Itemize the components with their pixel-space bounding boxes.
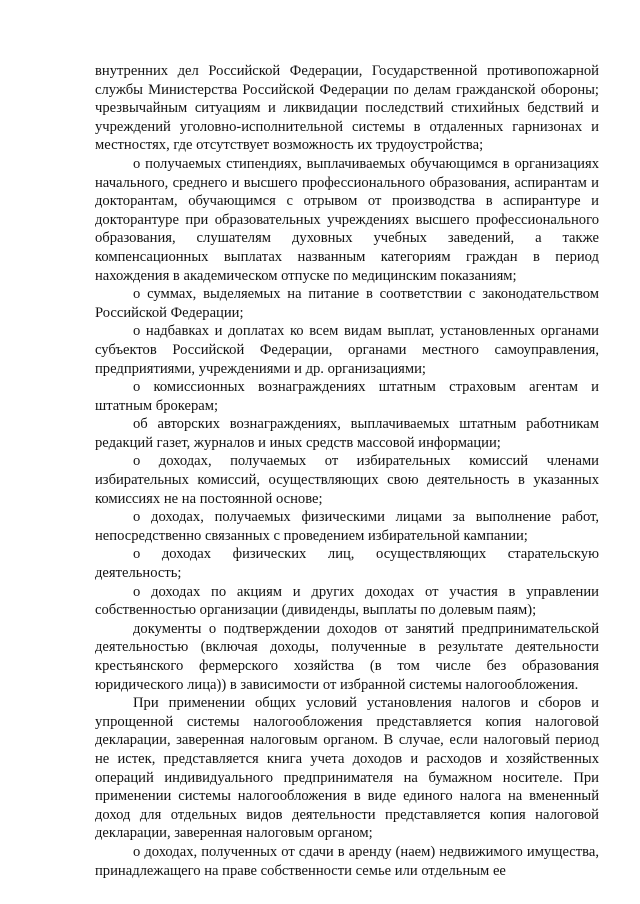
paragraph-prospecting-income: о доходах физических лиц, осуществляющих старательскую деятельность;	[95, 546, 599, 582]
document-body	[95, 62, 599, 880]
paragraph-election-commission-income: о доходах, получаемых от избирательных комиссий членами избирательных комиссий, осуществляющих свою деятельность в указанных комиссиях не на постоянной основе;	[95, 453, 599, 507]
paragraph-dividends: о доходах по акциям и других доходах от участия в управлении собственностью организации (дивиденды, выплаты по долевым паям);	[95, 583, 599, 619]
paragraph-bonuses: о надбавках и доплатах ко всем видам выплат, установленных органами субъектов Российской Федерации, органами местного самоуправления, предприятиями, учреждениями и др. организациями;	[95, 323, 599, 377]
paragraph-author-fees: об авторских вознаграждениях, выплачиваемых штатным работникам редакций газет, журналов и иных средств массовой информации;	[95, 416, 599, 451]
paragraph-stipends: о получаемых стипендиях, выплачиваемых обучающимся в организациях начального, среднего и высшего профессионального образования, аспирантам и докторантам, обучающимся с отрывом от производства в аспирантуре и докторантуре при образовательных учреждениях высшего профессионального образования, слушателям духовных учебных заведений, а также компенсационных выплатах названным категориям граждан в период нахождения в академическом отпуске по медицинским показаниям;	[95, 155, 599, 284]
paragraph-business-income-documents: документы о подтверждении доходов от занятий предпринимательской деятельностью (включая доходы, полученные в результате деятельности крестьянского фермерского хозяйства (в том числе без образования юридического лица)) в зависимости от избранной системы налогообложения.	[95, 620, 599, 693]
paragraph-election-campaign-income: о доходах, получаемых физическими лицами за выполнение работ, непосредственно связанных с проведением избирательной кампании;	[95, 509, 599, 544]
paragraph-commissions: о комиссионных вознаграждениях штатным страховым агентам и штатным брокерам;	[95, 379, 599, 414]
paragraph-food-allowance: о суммах, выделяемых на питание в соответствии с законодательством Российской Федерации;	[95, 286, 599, 321]
paragraph-taxation-systems: При применении общих условий установления налогов и сборов и упрощенной системы налогообложения представляется копия налоговой декларации, заверенная налоговым органом. В случае, если налоговый период не истек, представляется книга учета доходов и расходов и хозяйственных операций индивидуального предпринимателя на бумажном носителе. При применении системы налогообложения в виде единого налога на вмененный доход для отдельных видов деятельности представляется копия налоговой декларации, заверенная налоговым органом;	[95, 695, 599, 842]
paragraph-continuation: внутренних дел Российской Федерации, Государственной противопожарной службы Министерства Российской Федерации по делам гражданской обороны; чрезвычайным ситуациям и ликвидации последствий стихийных бедствий и учреждений уголовно-исполнительной системы в отдаленных гарнизонах и местностях, где отсутствует возможность их трудоустройства;	[95, 63, 599, 154]
paragraph-rental-income: о доходах, полученных от сдачи в аренду (наем) недвижимого имущества, принадлежащего на праве собственности семье или отдельным ее	[95, 843, 599, 879]
